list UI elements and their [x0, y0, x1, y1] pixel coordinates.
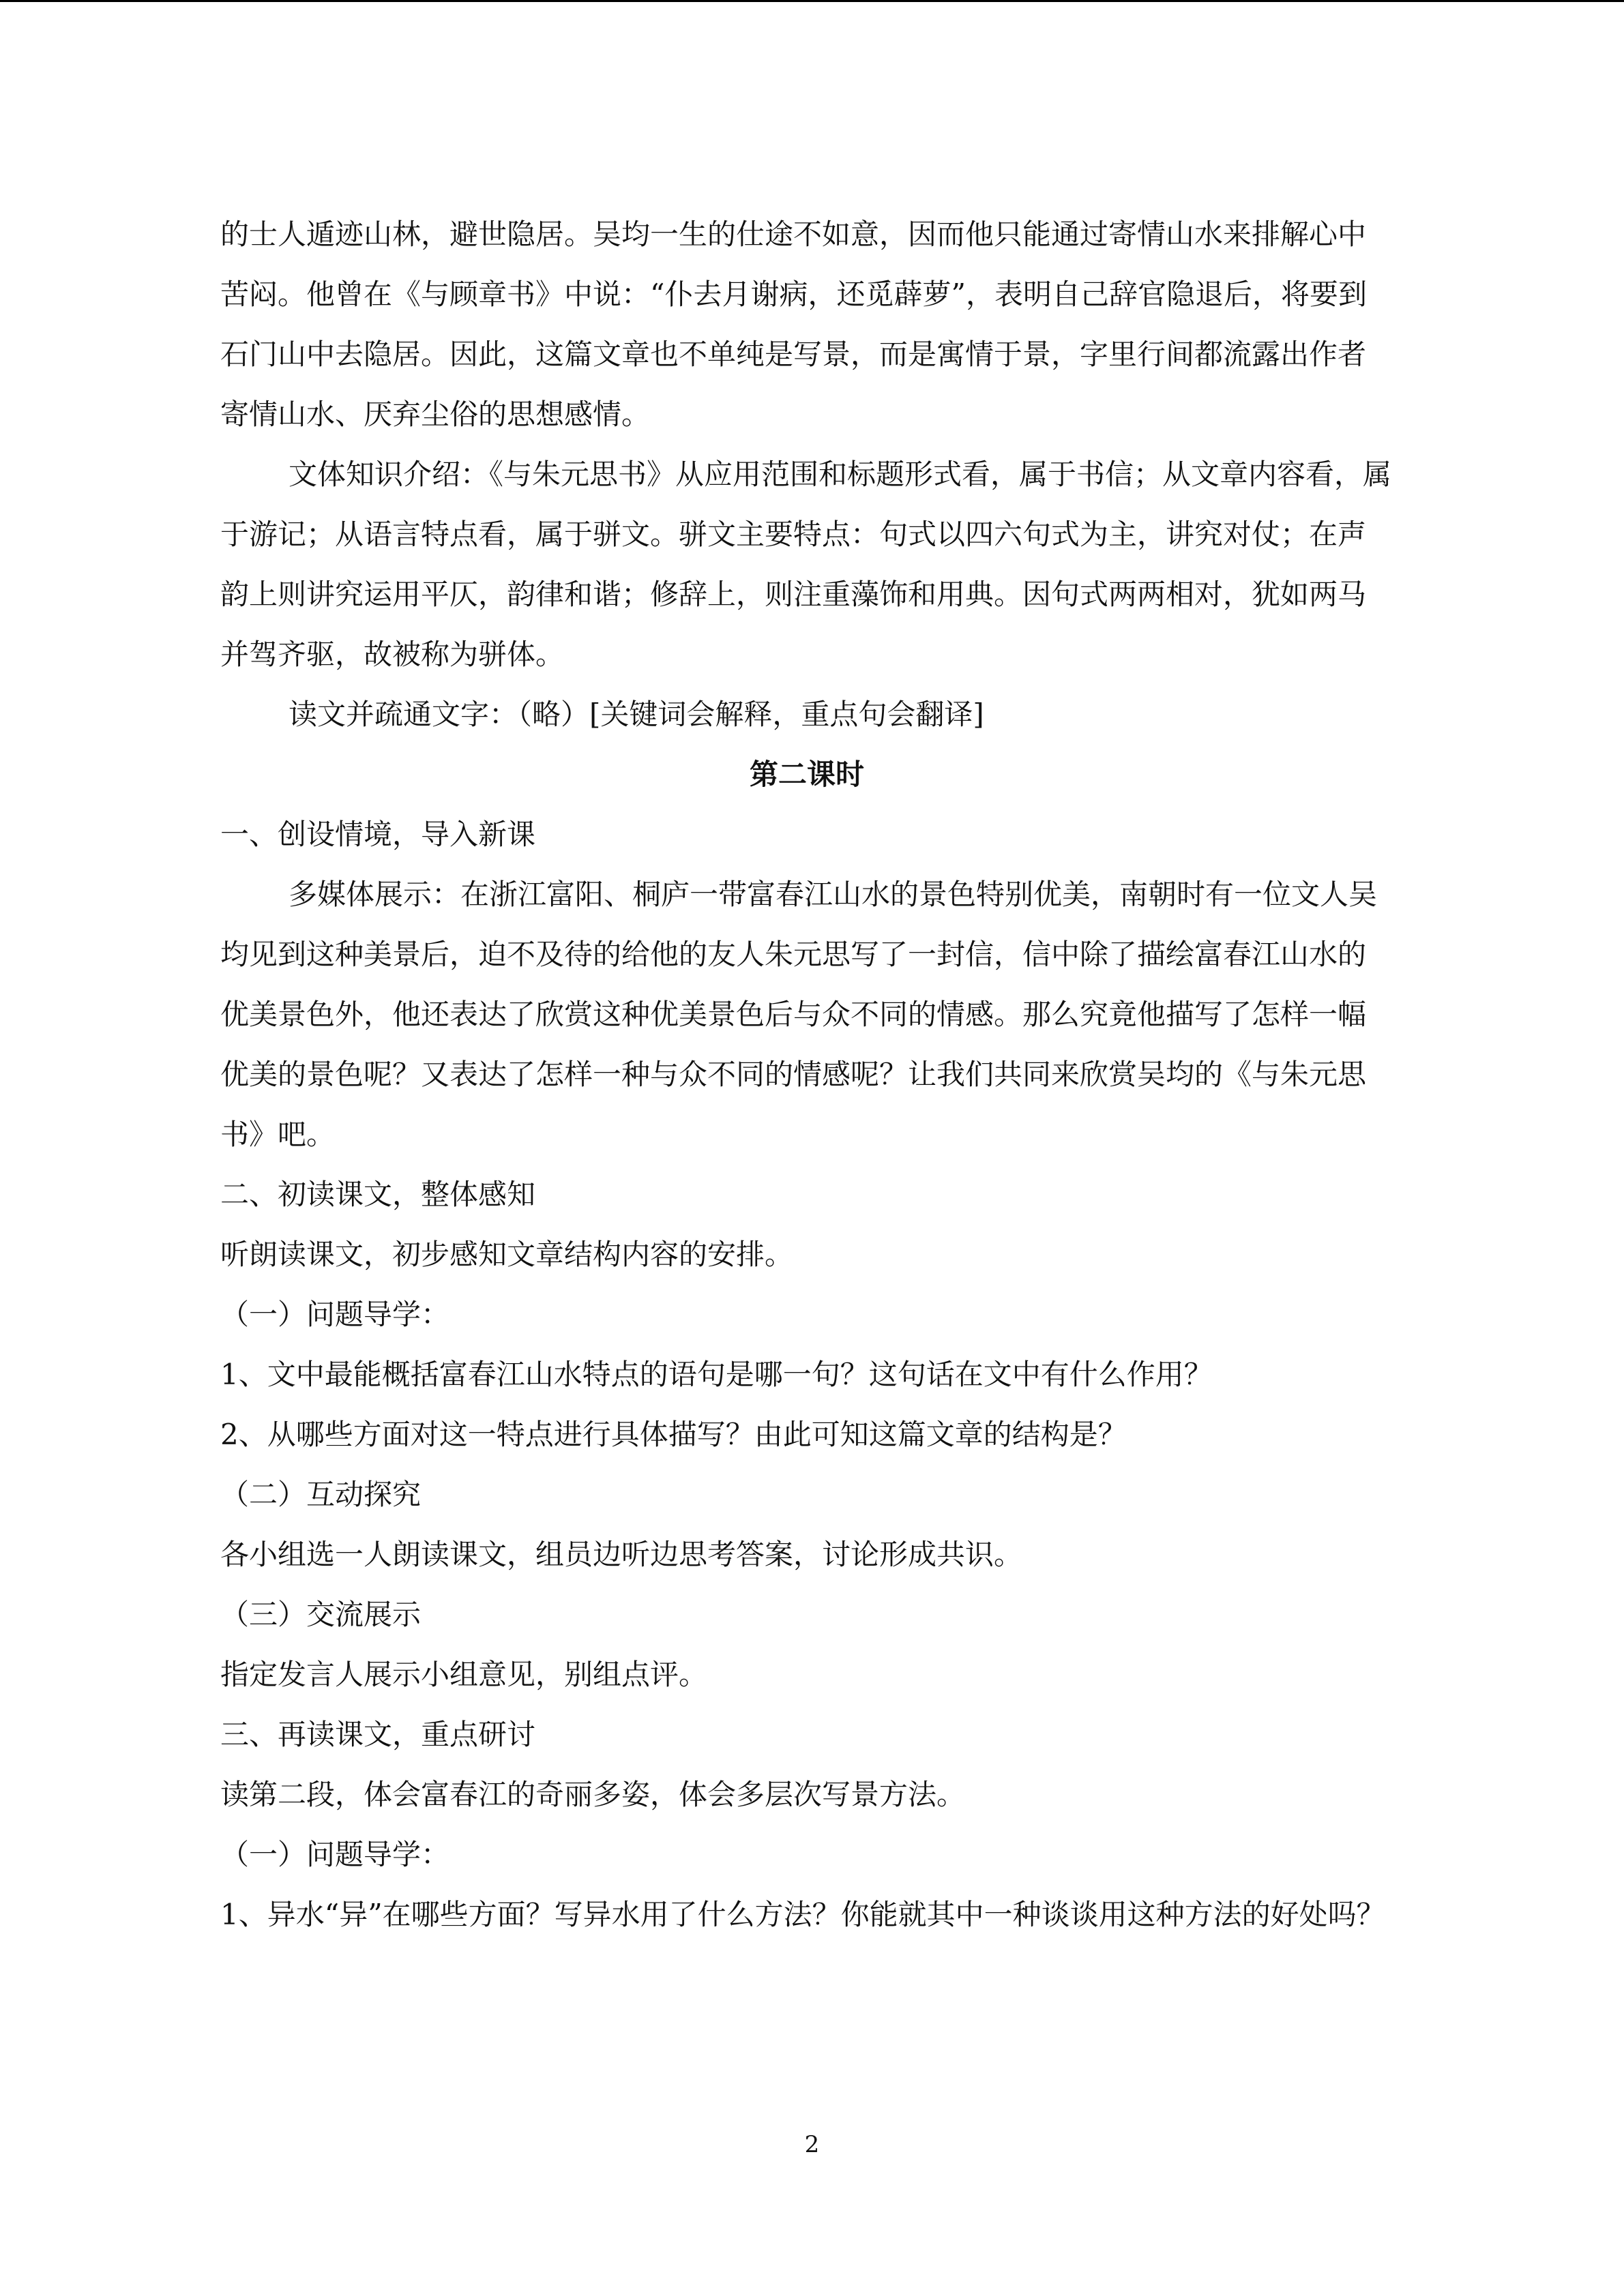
heading-part-two: 二、初读课文，整体感知 [220, 1178, 536, 1211]
paragraph-speaker: 指定发言人展示小组意见，别组点评。 [220, 1658, 708, 1691]
page-top-border [0, 0, 1624, 2]
question-item-1: 1、文中最能概括富春江山水特点的语句是哪一句？这句话在文中有什么作用？ [220, 1358, 1213, 1391]
heading-part-three: 三、再读课文，重点研讨 [220, 1718, 536, 1751]
heading-part-one: 一、创设情境，导入新课 [220, 818, 536, 851]
paragraph-multimedia: 多媒体展示：在浙江富阳、桐庐一带富春江山水的景色特别优美，南朝时有一位文人吴均见到这种美景后，迫不及待的给他的友人朱元思写了一封信，信中除了描绘富春江山水的优美景色外，他还表达了欣赏这种优美景色后与众不同的情感。那么究竟他描写了怎样一幅优美的景色呢？又表达了怎样一种与众不同的情感呢？让我们共同来欣赏吴均的《与朱元思书》吧。 [220, 878, 1378, 1151]
document-body [220, 205, 1393, 1945]
paragraph-listen: 听朗读课文，初步感知文章结构内容的安排。 [220, 1238, 794, 1271]
question-item-2: 2、从哪些方面对这一特点进行具体描写？由此可知这篇文章的结构是？ [220, 1418, 1127, 1451]
paragraph-group-reading: 各小组选一人朗读课文，组员边听边思考答案，讨论形成共识。 [220, 1538, 1023, 1571]
paragraph-second-section: 读第二段，体会富春江的奇丽多姿，体会多层次写景方法。 [220, 1778, 966, 1811]
question-item-water: 1、异水“异”在哪些方面？写异水用了什么方法？你能就其中一种谈谈用这种方法的好处吗？ [220, 1898, 1385, 1931]
paragraph-reading-note: 读文并疏通文字：（略）[关键词会解释，重点句会翻译] [289, 698, 984, 731]
subheading-question-guide-2: （一）问题导学： [220, 1838, 450, 1871]
page-number: 2 [804, 2131, 820, 2158]
subheading-question-guide: （一）问题导学： [220, 1298, 450, 1331]
paragraph-genre-intro: 文体知识介绍：《与朱元思书》从应用范围和标题形式看，属于书信；从文章内容看，属于游记；从语言特点看，属于骈文。骈文主要特点：句式以四六句式为主，讲究对仗；在声韵上则讲究运用平仄，韵律和谐；修辞上，则注重藻饰和用典。因句式两两相对，犹如两马并驾齐驱，故被称为骈体。 [220, 458, 1392, 671]
subheading-interactive: （二）互动探究 [220, 1478, 422, 1511]
subheading-exchange: （三）交流展示 [220, 1598, 422, 1631]
paragraph-background: 的士人遁迹山林，避世隐居。吴均一生的仕途不如意，因而他只能通过寄情山水来排解心中苦闷。他曾在《与顾章书》中说：“仆去月谢病，还觅薜萝”，表明自己辞官隐退后，将要到石门山中去隐居。因此，这篇文章也不单纯是写景，而是寓情于景，字里行间都流露出作者寄情山水、厌弃尘俗的思想感情。 [220, 218, 1367, 431]
section-heading-lesson-two: 第二课时 [749, 758, 864, 791]
